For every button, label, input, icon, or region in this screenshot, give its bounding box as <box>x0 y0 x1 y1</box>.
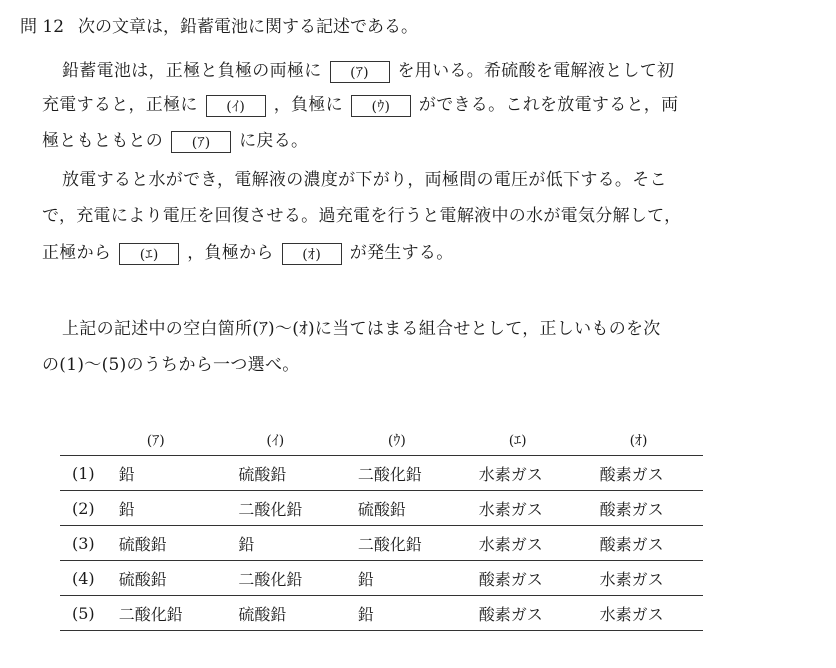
question-intro: 次の文章は，鉛蓄電池に関する記述である。 <box>78 17 419 37</box>
table-header-row <box>60 425 703 456</box>
table-cell: 酸素ガス <box>479 561 600 596</box>
table-cell: 鉛 <box>119 456 239 491</box>
table-cell: 二酸化鉛 <box>238 491 358 526</box>
passage-text: 鉛蓄電池は，正極と負極の両極に <box>62 61 322 81</box>
blank-a: (ｱ) <box>330 61 390 83</box>
table-header-cell: (ｱ) <box>146 433 165 449</box>
question-number: 問 12 <box>20 17 65 37</box>
table-cell: 硫酸鉛 <box>238 596 358 631</box>
table-cell: 硫酸鉛 <box>358 491 479 526</box>
table-row <box>60 491 703 526</box>
choice-label: (1) <box>60 456 119 491</box>
table-cell: 酸素ガス <box>600 456 703 491</box>
passage-text: ，負極に <box>273 95 343 115</box>
table-cell: 鉛 <box>119 491 239 526</box>
blank-a-2: (ｱ) <box>171 131 231 153</box>
passage-line-6 <box>42 240 454 266</box>
table-cell: 水素ガス <box>600 596 703 631</box>
table-cell: 二酸化鉛 <box>119 596 239 631</box>
choice-label: (2) <box>60 491 119 526</box>
table-cell: 二酸化鉛 <box>358 456 479 491</box>
table-header-cell: (ｳ) <box>387 433 406 449</box>
table-cell: 硫酸鉛 <box>119 526 239 561</box>
table-cell: 酸素ガス <box>600 491 703 526</box>
passage-text: 極ともともとの <box>42 131 164 151</box>
instruction-line-2: の(1)～(5)のうちから一つ選べ。 <box>42 355 300 375</box>
blank-u: (ｳ) <box>351 95 411 117</box>
blank-o: (ｵ) <box>282 243 342 265</box>
choice-label: (5) <box>60 596 119 631</box>
table-cell: 二酸化鉛 <box>238 561 358 596</box>
table-cell: 水素ガス <box>479 526 600 561</box>
passage-text: を用いる。希硫酸を電解液として初 <box>397 61 675 81</box>
table-cell: 酸素ガス <box>600 526 703 561</box>
choice-label: (3) <box>60 526 119 561</box>
choice-label: (4) <box>60 561 119 596</box>
table-cell: 二酸化鉛 <box>358 526 479 561</box>
table-header-cell <box>60 425 119 456</box>
table-cell: 鉛 <box>358 561 479 596</box>
table-row <box>60 596 703 631</box>
passage-line-1 <box>62 58 674 84</box>
table-cell: 水素ガス <box>479 491 600 526</box>
table-cell: 水素ガス <box>600 561 703 596</box>
table-cell: 鉛 <box>238 526 358 561</box>
table-cell: 水素ガス <box>479 456 600 491</box>
blank-e: (ｴ) <box>119 243 179 265</box>
passage-text: に戻る。 <box>239 131 309 151</box>
passage-line-3 <box>42 128 308 154</box>
question-title <box>20 15 418 39</box>
passage-text: が発生する。 <box>349 243 454 263</box>
table-cell: 硫酸鉛 <box>119 561 239 596</box>
table-cell: 鉛 <box>358 596 479 631</box>
table-cell: 酸素ガス <box>479 596 600 631</box>
passage-line-4: 放電すると水ができ，電解液の濃度が下がり，両極間の電圧が低下する。そこ <box>62 170 667 190</box>
passage-text: 正極から <box>42 243 112 263</box>
passage-text: 充電すると，正極に <box>42 95 198 115</box>
table-row <box>60 526 703 561</box>
passage-text: ，負極から <box>187 243 274 263</box>
passage-line-2 <box>42 92 678 118</box>
table-row <box>60 561 703 596</box>
answer-table <box>60 425 703 631</box>
blank-i: (ｲ) <box>206 95 266 117</box>
table-header-cell: (ｵ) <box>629 433 648 449</box>
table-row <box>60 456 703 491</box>
table-header-cell: (ｴ) <box>508 433 527 449</box>
passage-line-5: で，充電により電圧を回復させる。過充電を行うと電解液中の水が電気分解して， <box>42 206 682 226</box>
table-cell: 硫酸鉛 <box>238 456 358 491</box>
passage-text: ができる。これを放電すると，両 <box>418 95 679 115</box>
instruction-line-1: 上記の記述中の空白箇所(ｱ)～(ｵ)に当てはまる組合せとして，正しいものを次 <box>62 319 661 339</box>
table-header-cell: (ｲ) <box>266 433 285 449</box>
